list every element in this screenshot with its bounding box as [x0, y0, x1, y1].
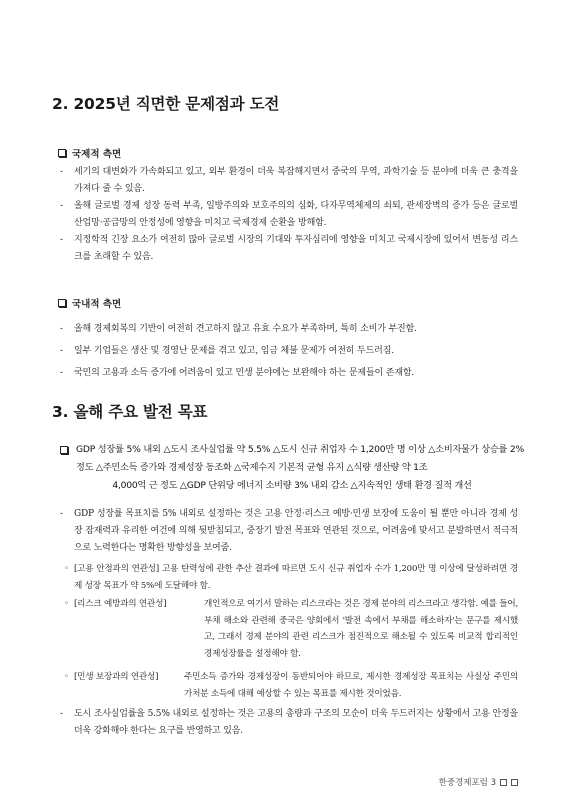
- note-livelihood-tag: [민생 보장과의 연관성]: [74, 672, 159, 682]
- checkbox-square-icon: [58, 149, 66, 157]
- list-item: - 일부 기업들은 생산 및 경영난 문제를 겪고 있고, 임금 체불 문제가 여전히 두드러짐.: [60, 346, 394, 356]
- list-item: - 올해 글로벌 경제 성장 동력 부족, 일방주의와 보호주의의 심화, 다자무역체제의 쇠퇴, 관세장벽의 증가 등은 글로벌 산업망·공급망의 안정성에 영향을 미치고 국제경제 순환을 방해함.: [60, 201, 518, 228]
- checkbox-square-icon: [58, 299, 66, 307]
- list-item: - 국민의 고용과 소득 증가에 어려움이 있고 민생 분야에는 보완해야 하는 문제들이 존재함.: [60, 368, 415, 378]
- note-employment-body: 고용 탄력성에 관한 추산 결과에 따르면 도시 신규 취업자 수가 1,200만 명 이상에 달성하려면 경제 성장 목표가 약 5%에 도달해야 함.: [74, 564, 518, 591]
- page-footer: [439, 776, 518, 788]
- note-risk-body: 개인적으로 여기서 말하는 리스크라는 것은 경제 분야의 리스크라고 생각함. 예를 들어, 부채 해소와 관련해 중국은 양회에서 '발전 속에서 부채를 해소하자'는 문구를 제시했고, 그래서 경제 분야의 관련 리스크가 점진적으로 해소될 수 있도록 비교적 합리적인 경제성장률을 설정해야 함.: [204, 599, 518, 659]
- note-employment: [64, 561, 518, 594]
- circle-bullet-icon: ◦: [64, 564, 69, 574]
- footer-text: 한중경제포럼 3: [438, 778, 496, 788]
- section2-title: 2. 2025년 직면한 문제점과 도전: [52, 95, 280, 113]
- goal-line-1: GDP 성장률 5% 내외 △도시 조사실업률 약 5.5% △도시 신규 취업자 수 1,200만 명 이상 △소비자물가 상승률 2% 정도 △주민소득 증가와 경제성장 동조화 △국제수지 기본적 균형 유지 △식량 생산량 약 1조: [76, 444, 524, 473]
- international-list: [60, 164, 518, 266]
- domestic-heading: [58, 296, 121, 310]
- section3-title: 3. 올해 주요 발전 목표: [52, 403, 208, 421]
- circle-bullet-icon: ◦: [64, 672, 69, 682]
- list-item: - 지정학적 긴장 요소가 여전히 많아 글로벌 시장의 기대와 투자심리에 영향을 미치고 국제시장에 있어서 변동성 리스크를 초래할 수 있음.: [60, 235, 518, 262]
- international-heading-label: 국제적 측면: [72, 149, 122, 160]
- list-item: - 올해 경제회복의 기반이 여전히 견고하지 않고 유효 수요가 부족하며, 특히 소비가 부진함.: [60, 324, 417, 334]
- note-employment-tag: [고용 안정과의 연관성]: [74, 564, 160, 574]
- circle-bullet-icon: ◦: [64, 599, 69, 609]
- list-item: - 도시 조사실업률을 5.5% 내외로 설정하는 것은 고용의 총량과 구조의 모순이 더욱 두드러지는 상황에서 고용 안정을 더욱 강화해야 한다는 요구를 반영하고 있음.: [60, 709, 518, 736]
- square-icon: [500, 779, 507, 786]
- square-icon: [511, 779, 518, 786]
- checkbox-square-icon: [60, 446, 68, 454]
- note-risk-tag: [리스크 예방과의 연관성]: [74, 599, 167, 609]
- goal-line-2: 4,000억 근 정도 △GDP 단위당 에너지 소비량 3% 내외 감소 △지속적인 생태 환경 질적 개선: [112, 480, 472, 491]
- domestic-list: [60, 318, 518, 384]
- domestic-heading-label: 국내적 측면: [72, 299, 122, 310]
- explanation-list-2: [60, 706, 518, 740]
- goal-summary: [60, 441, 524, 495]
- note-livelihood-body: 주민소득 증가와 경제성장이 동반되어야 하므로, 제시한 경제성장 목표치는 사실상 주민의 가처분 소득에 대해 예상할 수 있는 목표를 제시한 것이었음.: [184, 672, 518, 699]
- note-livelihood: [64, 669, 518, 702]
- note-risk: [64, 596, 518, 662]
- list-item: - GDP 성장률 목표치를 5% 내외로 설정하는 것은 고용 안정·리스크 예방·민생 보장에 도움이 될 뿐만 아니라 경제 성장 잠재력과 유리한 여건에 의해 뒷받침되고, 중장기 발전 목표와 연관된 것으로, 어려움에 맞서고 분발하면서 적극적으로 노력한다는 명확한 방향성을 보여줌.: [60, 509, 518, 553]
- list-item: - 세기의 대변화가 가속화되고 있고, 외부 환경이 더욱 복잡해지면서 중국의 무역, 과학기술 등 분야에 더욱 큰 충격을 가져다 줄 수 있음.: [60, 167, 518, 194]
- international-heading: [58, 146, 121, 160]
- explanation-list-1: [60, 506, 518, 557]
